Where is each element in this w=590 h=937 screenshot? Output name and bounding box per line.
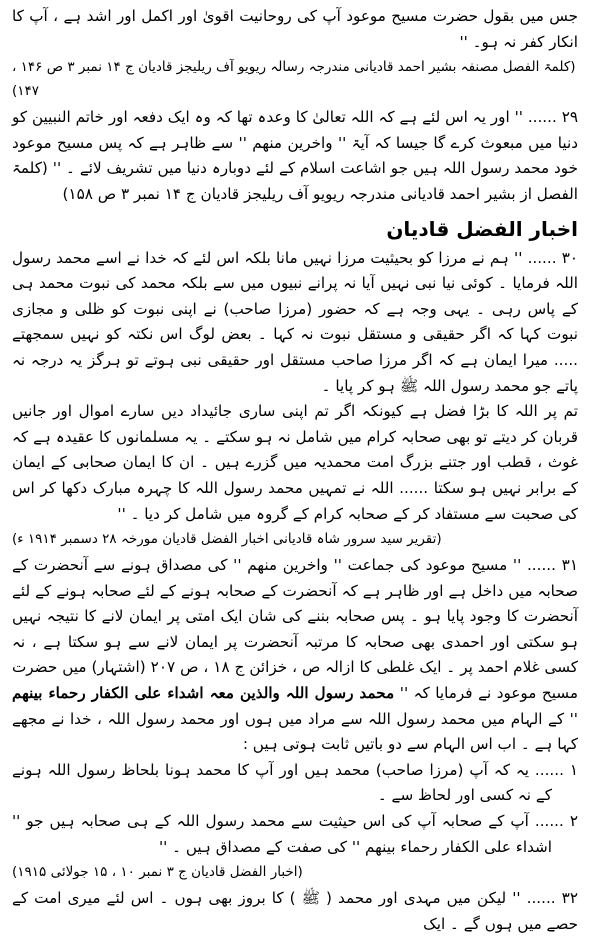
item-31-point-1: ۱ ...... یہ کہ آپ (مرزا صاحب) محمد ہیں اور آپ کا محمد ہونا بلحاظ رسول اللہ ہونے کے نہ کسی اور لحاظ سے ۔ bbox=[12, 760, 578, 805]
item-31-text-1: '' مسیح موعود کی جماعت '' واخرین منھم '' کی مصداق ہونے سے آنحضرت کے صحابہ میں داخل ہے اور ظاہر ہے کہ آنحضرت کے صحابہ ہونے کے لئے صحابہ ہونے کے لئے آنحضرت کا وجود پایا ہو ۔ پس صحابہ بننے کی شان ایک امتی پر ایمان لانے کا نتیجہ نہیں ہو سکتی اور احمدی بھی صحابہ کا مرتبہ آنحضرت پر ایمان لانے سے ہو سکتا ہے ، نہ کسی غلام احمد پر ۔ ایک غلطی کا ازالہ ص ، خزائن ج ۱۸ ، ص ۲۰۷ (اشتہار) میں حضرت مسیح موعود نے فرمایا کہ '' bbox=[12, 556, 578, 703]
item-32-number: ۳۲ bbox=[561, 889, 578, 908]
item-29-number: ۲۹ bbox=[561, 108, 579, 127]
item-31-arabic-quote: محمد رسول اللہ والذین معہ اشداء علی الکفار رحماء بینھم bbox=[12, 684, 395, 703]
item-31-point-2: ۲ ...... آپ کے صحابہ آپ کی اس حیثیت سے محمد رسول اللہ کے ہی صحابہ ہیں جو '' اشداء علی الکفار رحماء بینھم '' کی صفت کے مصداق ہیں ۔ '' bbox=[12, 812, 578, 856]
item-32 bbox=[12, 886, 578, 937]
intro-paragraph: جس میں بقول حضرت مسیح موعود آپ کی روحانیت اقویٰ اور اکمل اور اشد ہے ، آپ کا انکار کفر نہ ہو۔ '' bbox=[12, 7, 578, 51]
item-32-text: '' لیکن میں مہدی اور محمد ( ﷺ ) کا بروز بھی ہوں ۔ اس لئے میری امت کے حصے میں ہوں گے ۔ ایک bbox=[12, 889, 578, 933]
item-31-dots: ...... bbox=[521, 556, 556, 575]
item-31-text-2: '' کے الہام میں محمد رسول اللہ سے مراد میں ہوں اور محمد رسول اللہ ، خدا نے مجھے کہا ہے ۔ اب اس الہام سے دو باتیں ثابت ہوتی ہیں : bbox=[12, 709, 578, 754]
item-31 bbox=[12, 553, 578, 758]
item-31-points bbox=[12, 758, 578, 860]
item-30-continued: تم پر اللہ کا بڑا فضل ہے کیونکہ اگر تم اپنی ساری جائیداد دیں سارے اموال اور جانیں قربان کر دیتے تو بھی صحابہ کرام میں شامل نہ ہو سکتے ۔ یہ مسلمانوں کا عقیدہ ہے کہ غوث ، قطب اور جتنے بزرگ امت محمدیہ میں گزرے ہیں ۔ ان کا ایمان صحابی کے ایمان کے برابر نہیں ہو سکتا ...... اللہ نے تمہیں محمد رسول اللہ کا چہرہ مبارک دکھا کر اس کی صحبت سے مستفاد کر کے صحابہ کرام کے گروہ میں شامل کر دیا ۔ '' bbox=[12, 402, 578, 523]
item-32-dots: ...... bbox=[520, 889, 556, 908]
item-29-dots: ...... bbox=[522, 108, 557, 127]
item-30-text-1: '' ہم نے مرزا کو بحیثیت مرزا نہیں مانا بلکہ اس لئے کہ خدا نے اسے محمد رسول اللہ فرمایا ۔ کوئی نیا نبی نہیں آیا نہ پرانے نبیوں میں سے بلکہ محمد کی نبوت محمد ہی کے پاس رہی ۔ یہی وجہ ہے کہ حضور (مرزا صاحب) نے اپنی نبوت کو ظلی و مجازی نبوت کہا کہ اگر حقیقی و مستقل نبوت نہ کہا ۔ بعض لوگ اس نکتہ کو نہیں سمجھتے ..... میرا ایمان ہے کہ اگر مرزا صاحب مستقل اور حقیقی نبی ہوتے تو ہرگز یہ درجہ نہ پاتے جو محمد رسول اللہ ﷺ ہو کر پایا ۔ bbox=[12, 248, 578, 395]
intro-reference: (کلمۃ الفصل مصنفہ بشیر احمد قادیانی مندرجہ رسالہ ریویو آف ریلیجز قادیان ج ۱۴ نمبر ۳ ص ۱۴۶ ، ۱۴۷) bbox=[12, 59, 576, 100]
item-30 bbox=[12, 246, 578, 400]
item-29 bbox=[12, 105, 578, 207]
item-30-dots: ...... bbox=[522, 248, 557, 267]
item-30-reference: (تقریر سید سرور شاہ قادیانی اخبار الفضل قادیان مورخہ ۲۸ دسمبر ۱۹۱۴ ء) bbox=[12, 531, 442, 548]
item-30-number: ۳۰ bbox=[561, 248, 579, 267]
item-31-reference: (اخبار الفضل قادیان ج ۳ نمبر ۱۰ ، ۱۵ جولائی ۱۹۱۵) bbox=[12, 864, 303, 881]
item-29-text: '' اور یہ اس لئے ہے کہ اللہ تعالیٰ کا وعدہ تھا کہ وہ ایک دفعہ اور خاتم النبیین کو دنیا میں مبعوث کرے گا جیسا کہ آیۃ '' واخرین منھم '' سے ظاہر ہے کہ پس مسیح موعود خود محمد رسول اللہ ہیں جو اشاعت اسلام کے لئے دوبارہ دنیا میں تشریف لائے ۔ '' (کلمۃ الفصل از بشیر احمد قادیانی مندرجہ ریویو آف ریلیجز قادیان ج ۱۴ نمبر ۳ ص ۱۵۸) bbox=[12, 108, 578, 203]
section-heading: اخبار الفضل قادیان bbox=[386, 216, 578, 241]
item-31-number: ۳۱ bbox=[561, 556, 578, 575]
